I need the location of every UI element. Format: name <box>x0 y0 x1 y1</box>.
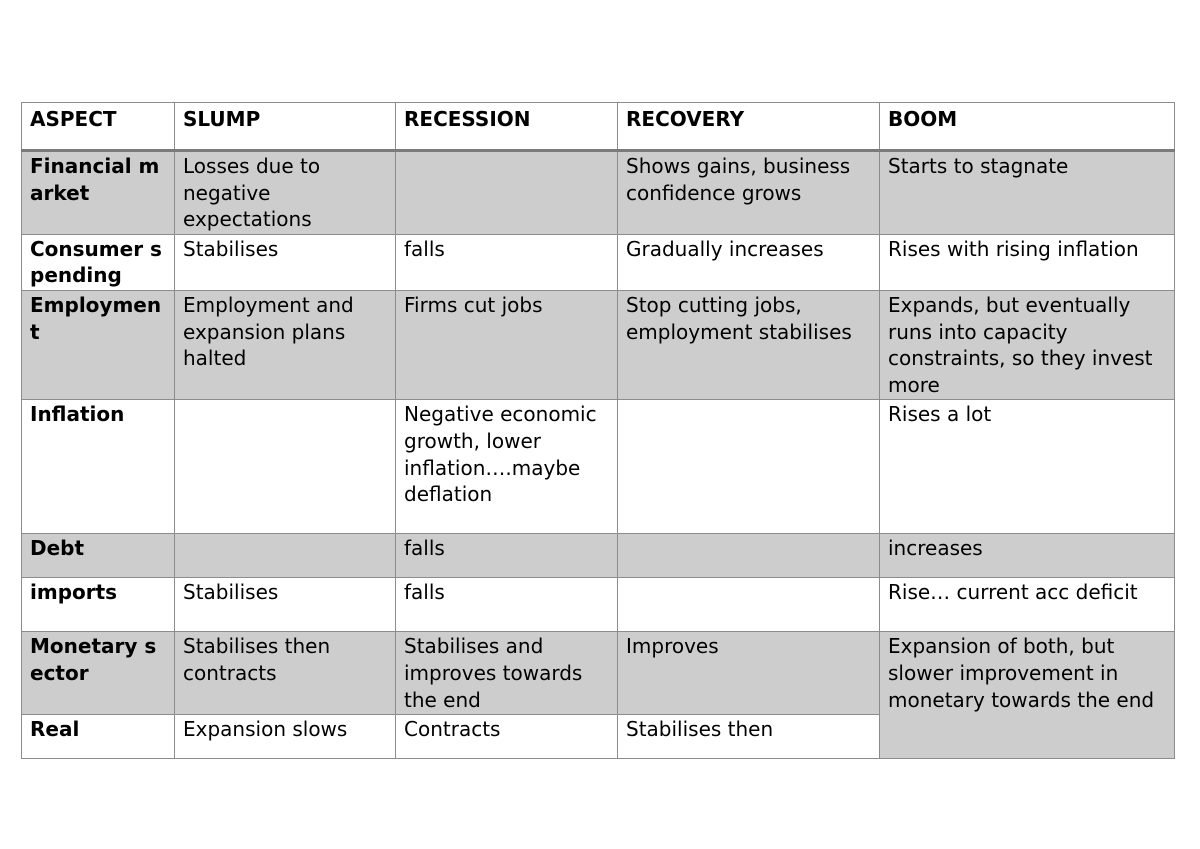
row-aspect: Financial market <box>22 151 175 235</box>
business-cycle-table <box>21 102 1175 759</box>
cell-recovery: Stabilises then <box>618 715 880 759</box>
row-aspect: Debt <box>22 534 175 578</box>
row-aspect: Consumer spending <box>22 234 175 290</box>
cell-slump: Losses due to negative expectations <box>175 151 396 235</box>
cell-recession: falls <box>396 534 618 578</box>
cell-recession: Negative economic growth, lower inflation….maybe deflation <box>396 400 618 534</box>
cell-slump: Stabilises then contracts <box>175 632 396 715</box>
cell-recovery: Stop cutting jobs, employment stabilises <box>618 290 880 399</box>
cell-recession: falls <box>396 578 618 632</box>
header-recovery: RECOVERY <box>618 103 880 151</box>
cell-recovery <box>618 578 880 632</box>
row-aspect: Inflation <box>22 400 175 534</box>
cell-recession: Firms cut jobs <box>396 290 618 399</box>
cell-slump: Stabilises <box>175 578 396 632</box>
cell-recession <box>396 151 618 235</box>
cell-recession: Contracts <box>396 715 618 759</box>
table-row <box>22 400 1175 534</box>
table-row <box>22 578 1175 632</box>
cell-boom: increases <box>880 534 1175 578</box>
cell-boom: Rises with rising inflation <box>880 234 1175 290</box>
row-aspect: Monetary sector <box>22 632 175 715</box>
cell-boom: Expands, but eventually runs into capacity constraints, so they invest more <box>880 290 1175 399</box>
table-row <box>22 151 1175 235</box>
cell-slump: Stabilises <box>175 234 396 290</box>
cell-recovery <box>618 534 880 578</box>
cell-slump <box>175 400 396 534</box>
cell-slump <box>175 534 396 578</box>
header-slump: SLUMP <box>175 103 396 151</box>
row-aspect: Real <box>22 715 175 759</box>
row-aspect: Employment <box>22 290 175 399</box>
cell-boom: Rises a lot <box>880 400 1175 534</box>
row-aspect: imports <box>22 578 175 632</box>
cell-recovery <box>618 400 880 534</box>
cell-boom: Rise… current acc deficit <box>880 578 1175 632</box>
table-row <box>22 632 1175 715</box>
header-recession: RECESSION <box>396 103 618 151</box>
cell-recovery: Shows gains, business confidence grows <box>618 151 880 235</box>
cell-recession: falls <box>396 234 618 290</box>
cell-recovery: Improves <box>618 632 880 715</box>
header-boom: BOOM <box>880 103 1175 151</box>
cell-boom: Starts to stagnate <box>880 151 1175 235</box>
table-row <box>22 234 1175 290</box>
cell-slump: Expansion slows <box>175 715 396 759</box>
cell-slump: Employment and expansion plans halted <box>175 290 396 399</box>
table-row <box>22 534 1175 578</box>
table-header-row <box>22 103 1175 151</box>
header-aspect: ASPECT <box>22 103 175 151</box>
cell-recovery: Gradually increases <box>618 234 880 290</box>
cell-recession: Stabilises and improves towards the end <box>396 632 618 715</box>
cell-boom-merged: Expansion of both, but slower improvement in monetary towards the end <box>880 632 1175 759</box>
table-row <box>22 290 1175 399</box>
